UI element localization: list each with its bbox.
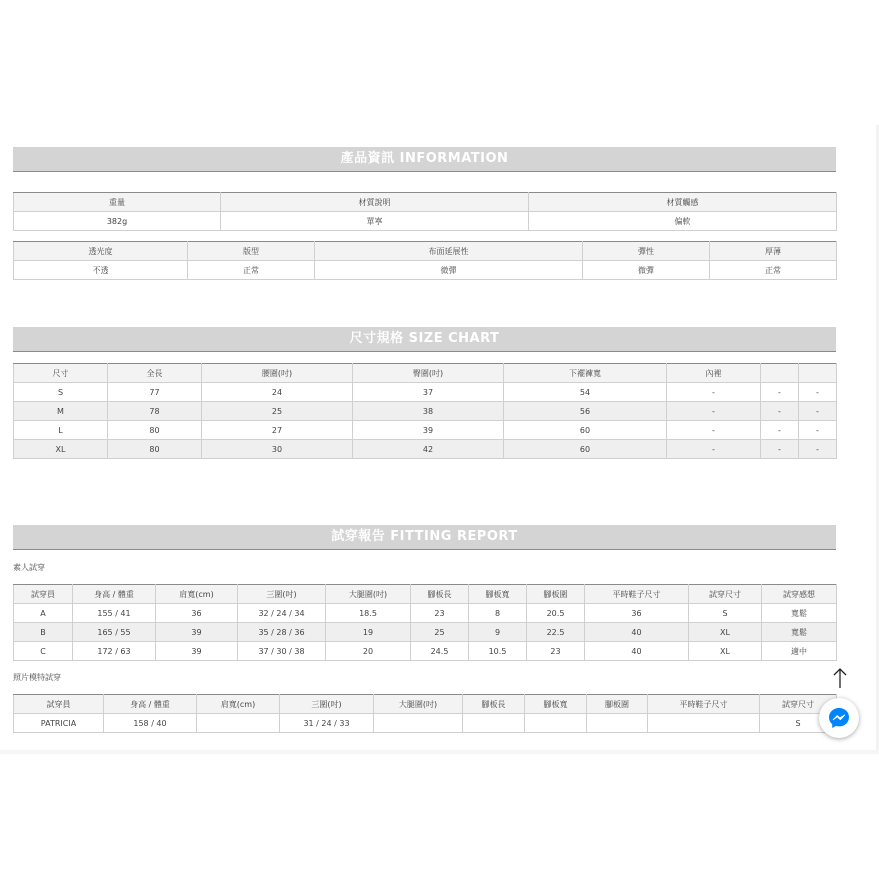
table-cell: 77 (108, 383, 202, 402)
table-cell: - (761, 402, 799, 421)
column-header: 材質說明 (221, 193, 529, 212)
table-cell: 36 (156, 604, 238, 623)
table-row (14, 402, 837, 421)
model-fitting-table (13, 694, 837, 733)
column-header: 肩寬(cm) (197, 695, 280, 714)
table-cell: 偏軟 (529, 212, 837, 231)
table-header-row (14, 364, 837, 383)
table-cell: 80 (108, 421, 202, 440)
table-cell: 8 (469, 604, 527, 623)
table-cell: 78 (108, 402, 202, 421)
column-header: 試穿員 (14, 695, 104, 714)
table-cell: PATRICIA (14, 714, 104, 733)
table-row (14, 261, 837, 280)
table-cell: L (14, 421, 108, 440)
column-header: 大腿圍(吋) (326, 585, 411, 604)
column-header: 腳板寬 (469, 585, 527, 604)
table-cell: - (799, 440, 837, 459)
column-header: 試穿員 (14, 585, 73, 604)
table-cell: 31 / 24 / 33 (280, 714, 374, 733)
column-header: 腳板寬 (525, 695, 587, 714)
table-cell: XL (689, 642, 762, 661)
table-cell: 22.5 (527, 623, 585, 642)
table-cell: XL (689, 623, 762, 642)
table-header-row (14, 585, 837, 604)
table-header-row (14, 193, 837, 212)
column-header: 下襬褲寬 (504, 364, 667, 383)
table-cell: 38 (353, 402, 504, 421)
table-cell: 30 (202, 440, 353, 459)
table-cell: 32 / 24 / 34 (238, 604, 326, 623)
table-row (14, 714, 837, 733)
table-cell: 60 (504, 440, 667, 459)
column-header: 腳板圍 (527, 585, 585, 604)
table-cell: 40 (585, 642, 689, 661)
table-cell: 35 / 28 / 36 (238, 623, 326, 642)
table-cell: 24 (202, 383, 353, 402)
table-cell: 382g (14, 212, 221, 231)
table-cell: 18.5 (326, 604, 411, 623)
table-cell: 不透 (14, 261, 188, 280)
table-cell: - (761, 421, 799, 440)
table-cell: 36 (585, 604, 689, 623)
table-cell: 19 (326, 623, 411, 642)
table-cell: 158 / 40 (104, 714, 197, 733)
table-cell: S (689, 604, 762, 623)
table-row (14, 383, 837, 402)
table-cell: 37 / 30 / 38 (238, 642, 326, 661)
arrow-up-icon (830, 666, 850, 690)
table-cell: 24.5 (411, 642, 469, 661)
info-table-1 (13, 192, 837, 231)
table-cell: - (667, 383, 761, 402)
messenger-chat-button[interactable] (819, 698, 859, 738)
table-cell: 正常 (710, 261, 837, 280)
column-header: 腳板長 (411, 585, 469, 604)
column-header (761, 364, 799, 383)
table-cell: 10.5 (469, 642, 527, 661)
info-section-title: 產品資訊 INFORMATION (13, 147, 836, 172)
table-cell: 80 (108, 440, 202, 459)
column-header: 腰圍(吋) (202, 364, 353, 383)
column-header: 三圍(吋) (238, 585, 326, 604)
column-header (799, 364, 837, 383)
table-cell: B (14, 623, 73, 642)
table-cell: - (761, 383, 799, 402)
size-section-title: 尺寸規格 SIZE CHART (13, 327, 836, 352)
table-cell: 23 (527, 642, 585, 661)
table-cell: 20 (326, 642, 411, 661)
table-header-row (14, 242, 837, 261)
table-cell: 37 (353, 383, 504, 402)
column-header: 全長 (108, 364, 202, 383)
table-cell: 單寧 (221, 212, 529, 231)
model-fitting-label: 照片模特試穿 (13, 673, 61, 682)
table-cell: 60 (504, 421, 667, 440)
amateur-fitting-label: 素人試穿 (13, 563, 45, 572)
table-cell: 微彈 (315, 261, 583, 280)
table-cell: 寬鬆 (762, 604, 837, 623)
table-row (14, 421, 837, 440)
column-header: 重量 (14, 193, 221, 212)
table-cell: 25 (202, 402, 353, 421)
table-cell: A (14, 604, 73, 623)
table-cell: 寬鬆 (762, 623, 837, 642)
table-row (14, 212, 837, 231)
messenger-icon (827, 706, 851, 730)
table-cell: - (667, 440, 761, 459)
table-cell: - (667, 402, 761, 421)
table-cell: 39 (156, 623, 238, 642)
column-header: 試穿尺寸 (760, 695, 837, 714)
table-cell: M (14, 402, 108, 421)
column-header: 布面延展性 (315, 242, 583, 261)
table-cell: 25 (411, 623, 469, 642)
column-header: 彈性 (583, 242, 710, 261)
column-header: 身高 / 體重 (73, 585, 156, 604)
table-cell: 正常 (188, 261, 315, 280)
table-cell: 23 (411, 604, 469, 623)
table-cell: S (14, 383, 108, 402)
column-header: 透光度 (14, 242, 188, 261)
table-row (14, 642, 837, 661)
table-cell (374, 714, 463, 733)
column-header: 大腿圍(吋) (374, 695, 463, 714)
column-header: 尺寸 (14, 364, 108, 383)
table-row (14, 604, 837, 623)
column-header: 版型 (188, 242, 315, 261)
info-table-2 (13, 241, 837, 280)
column-header: 材質觸感 (529, 193, 837, 212)
column-header: 肩寬(cm) (156, 585, 238, 604)
table-cell: S (760, 714, 837, 733)
table-cell: - (799, 421, 837, 440)
table-row (14, 623, 837, 642)
table-cell: 165 / 55 (73, 623, 156, 642)
back-to-top-button[interactable] (830, 666, 850, 690)
column-header: 試穿感想 (762, 585, 837, 604)
table-cell: - (799, 402, 837, 421)
column-header: 腳板圍 (587, 695, 648, 714)
table-cell: 54 (504, 383, 667, 402)
content-bottom-edge (0, 750, 879, 754)
table-cell (197, 714, 280, 733)
table-cell (525, 714, 587, 733)
table-cell: 9 (469, 623, 527, 642)
column-header: 試穿尺寸 (689, 585, 762, 604)
table-cell: 20.5 (527, 604, 585, 623)
column-header: 身高 / 體重 (104, 695, 197, 714)
column-header: 臀圍(吋) (353, 364, 504, 383)
fit-section-title: 試穿報告 FITTING REPORT (13, 525, 836, 550)
table-cell: 42 (353, 440, 504, 459)
table-cell: 27 (202, 421, 353, 440)
table-cell (463, 714, 525, 733)
column-header: 厚薄 (710, 242, 837, 261)
column-header: 內裡 (667, 364, 761, 383)
column-header: 平時鞋子尺寸 (648, 695, 760, 714)
table-row (14, 440, 837, 459)
column-header: 平時鞋子尺寸 (585, 585, 689, 604)
table-header-row (14, 695, 837, 714)
column-header: 三圍(吋) (280, 695, 374, 714)
table-cell: XL (14, 440, 108, 459)
table-cell (587, 714, 648, 733)
table-cell: 39 (353, 421, 504, 440)
table-cell: 適中 (762, 642, 837, 661)
size-chart-table (13, 363, 837, 459)
table-cell: C (14, 642, 73, 661)
column-header: 腳板長 (463, 695, 525, 714)
table-cell: 40 (585, 623, 689, 642)
table-cell: 微彈 (583, 261, 710, 280)
fitting-table (13, 584, 837, 661)
table-cell: 172 / 63 (73, 642, 156, 661)
table-cell: 39 (156, 642, 238, 661)
table-cell: - (667, 421, 761, 440)
table-cell: 56 (504, 402, 667, 421)
table-cell: - (799, 383, 837, 402)
table-cell: 155 / 41 (73, 604, 156, 623)
table-cell (648, 714, 760, 733)
table-cell: - (761, 440, 799, 459)
